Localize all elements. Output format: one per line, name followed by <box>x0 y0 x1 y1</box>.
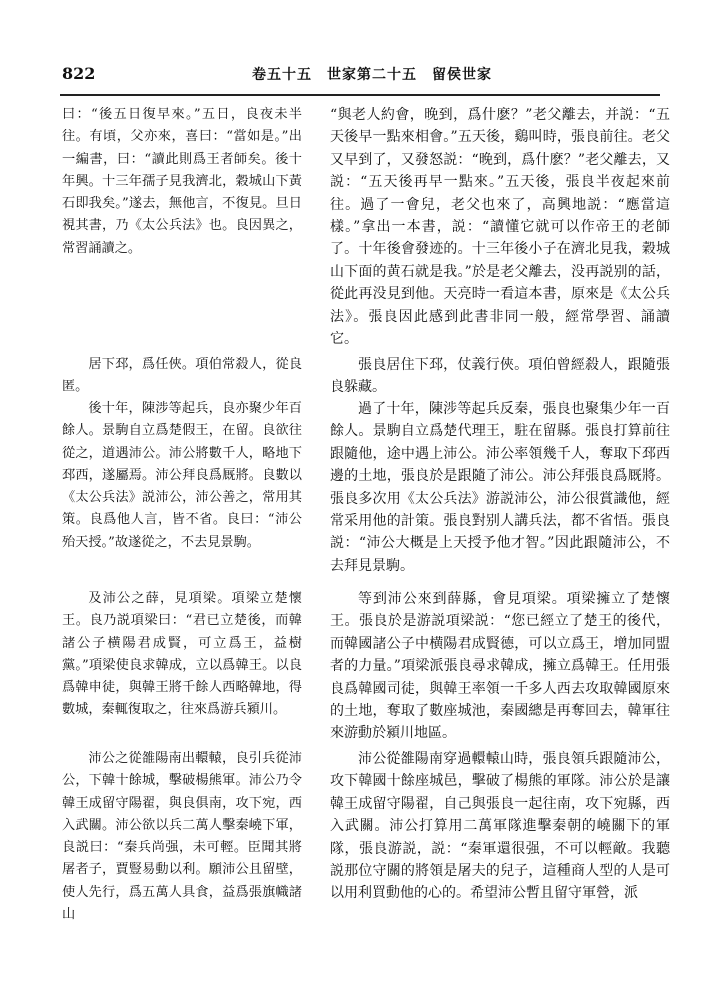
running-title: 卷五十五 世家第二十五 留侯世家 <box>252 67 492 83</box>
translation-paragraph-3: 過了十年，陳涉等起兵反秦，張良也聚集少年一百餘人。景駒自立爲楚代理王，駐在留縣。張良打算前往跟隨他，途中遇上沛公。沛公率領幾千人，奪取下邳西邊的土地，張良於是跟隨了沛公。沛公拜張良爲厩將。張良多次用《太公兵法》游説沛公，沛公很賞識他，經常采用他的計策。張良對别人講兵法，都不省悟。張良説：“沛公大概是上天授予他才智。”因此跟隨沛公，不去拜見景駒。 <box>330 401 670 574</box>
classical-paragraph-1: 曰：“後五日復早來。”五日，良夜未半往。有頃，父亦來，喜曰：“當如是。”出一編書，曰：“讀此則爲王者師矣。後十年興。十三年孺子見我濟北，穀城山下黃石即我矣。”遂去，無他言，不復見。旦日視其書，乃《太公兵法》也。良因異之，常習誦讀之。 <box>62 107 302 256</box>
translation-paragraph-5: 沛公從雒陽南穿過轘轅山時，張良領兵跟隨沛公，攻下韓國十餘座城邑，擊破了楊熊的軍隊。沛公於是讓韓王成留守陽翟，自己與張良一起往南，攻下宛縣，西入武關。沛公打算用二萬軍隊進擊秦朝的嶢關下的軍隊，張良游説，説：“秦軍還很强，不可以輕敵。我聽説那位守關的將領是屠夫的兒子，這種商人型的人是可以用利買動他的心的。希望沛公暫且留守軍營，派 <box>330 751 670 902</box>
classical-paragraph-4: 及沛公之薛，見項梁。項梁立楚懷王。良乃説項梁曰：“君已立楚後，而韓諸公子横陽君成賢，可立爲王，益樹黨。”項梁使良求韓成，立以爲韓王。以良爲韓申徒，與韓王將千餘人西略韓地，得數城，秦輒復取之，往來爲游兵潁川。 <box>62 591 302 718</box>
page-number: 822 <box>62 64 96 83</box>
translation-paragraph-1: “與老人約會，晚到，爲什麽？”老父離去，并説：“五天後早一點來相會。”五天後，鷄叫時，張良前往。老父又早到了，又發怒説：“晚到，爲什麽？”老父離去，又説：“五天後再早一點來。”五天後，張良半夜起來前往。過了一會兒，老父也來了，高興地説：“應當這樣。”拿出一本書，説：“讀懂它就可以作帝王的老師了。十年後會發迹的。十三年後小子在濟北見我，穀城山下面的黄石就是我。”於是老父離去，没再説别的話，從此再没見到他。天亮時一看這本書，原來是《太公兵法》。張良因此感到此書非同一般，經常學習、誦讀它。 <box>330 107 670 348</box>
page-header <box>62 62 654 88</box>
classical-paragraph-2: 居下邳，爲任俠。項伯常殺人，從良匿。 <box>62 357 302 395</box>
classical-paragraph-3: 後十年，陳涉等起兵，良亦聚少年百餘人。景駒自立爲楚假王，在留。良欲往從之，道遇沛公。沛公將數千人，略地下邳西，遂屬焉。沛公拜良爲厩將。良數以《太公兵法》説沛公，沛公善之，常用其策。良爲他人言，皆不省。良曰：“沛公殆天授。”故遂從之，不去見景駒。 <box>62 401 302 550</box>
translation-paragraph-2: 張良居住下邳，仗義行俠。項伯曾經殺人，跟隨張良躲藏。 <box>330 357 670 396</box>
header-rule <box>60 94 660 96</box>
classical-paragraph-5: 沛公之從雒陽南出轘轅，良引兵從沛公，下韓十餘城，擊破楊熊軍。沛公乃令韓王成留守陽翟，與良俱南，攻下宛，西入武關。沛公欲以兵二萬人擊秦嶢下軍，良説曰：“秦兵尚强，未可輕。臣聞其將屠者子，賈豎易動以利。願沛公且留壁，使人先行，爲五萬人具食，益爲張旗幟諸山 <box>62 751 302 923</box>
translation-paragraph-4: 等到沛公來到薛縣，會見項梁。項梁擁立了楚懷王。張良於是游説項梁説：“您已經立了楚王的後代，而韓國諸公子中横陽君成賢德，可以立爲王，增加同盟者的力量。”項梁派張良尋求韓成，擁立爲韓王。任用張良爲韓國司徒，與韓王率領一千多人西去攻取韓國原來的土地，奪取了數座城池，秦國總是再奪回去，韓軍往來游動於潁川地區。 <box>330 591 670 742</box>
